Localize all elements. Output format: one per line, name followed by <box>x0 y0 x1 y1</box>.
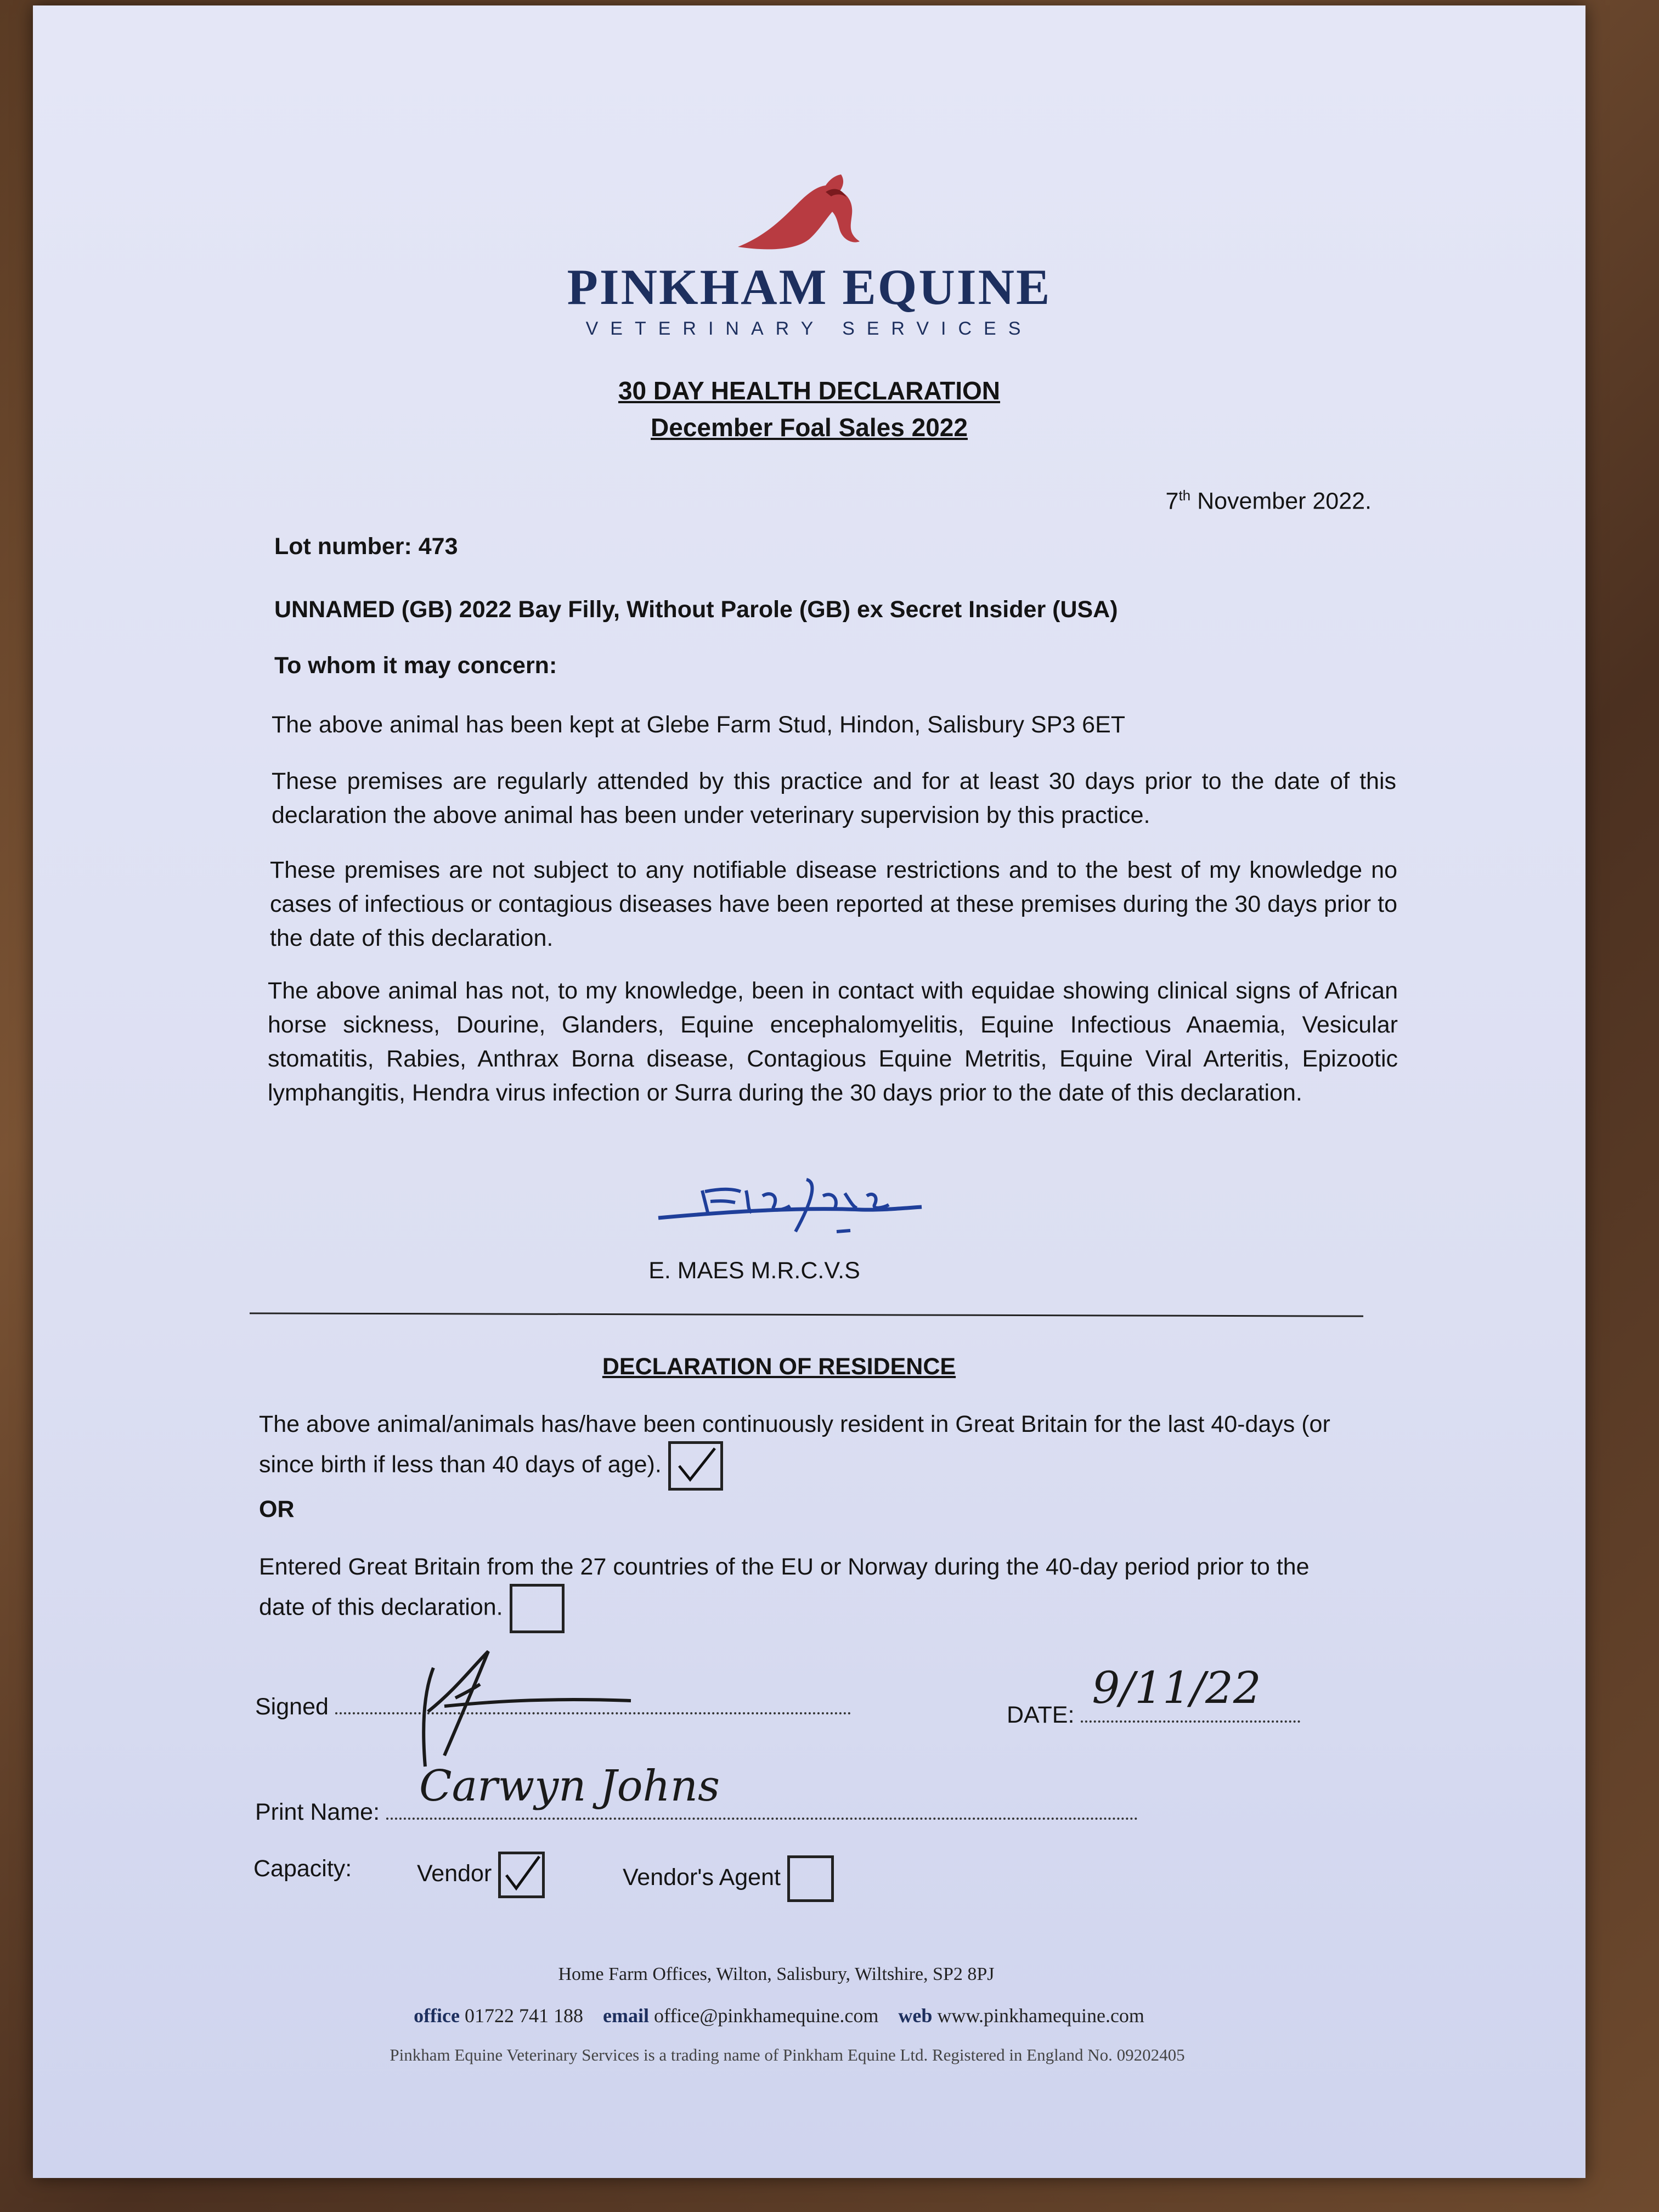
paragraph-2: These premises are regularly attended by this practice and for at least 30 days prior to the date of this declaration the above animal has been under veterinary supervision by this practice. <box>272 768 1396 828</box>
email-value[interactable]: office@pinkhamequine.com <box>653 2005 879 2027</box>
signed-label: Signed <box>255 1694 329 1720</box>
print-name-line <box>255 1762 1138 1829</box>
capacity-vendor <box>417 1852 545 1898</box>
salutation: To whom it may concern: <box>274 652 557 679</box>
footer-legal: Pinkham Equine Veterinary Services is a trading name of Pinkham Equine Ltd. Registered in England No. 09202405 <box>390 2045 1185 2064</box>
vendor-signature <box>390 1646 642 1772</box>
document-title: 30 DAY HEALTH DECLARATION <box>618 376 1001 405</box>
date-line <box>1007 1662 1300 1732</box>
email-label: email <box>603 2005 649 2027</box>
lot-number: Lot number: 473 <box>274 533 458 560</box>
vendor-checkbox[interactable] <box>498 1852 545 1898</box>
section-divider <box>250 1312 1363 1317</box>
document-date <box>1166 478 1372 518</box>
vet-name: E. MAES M.R.C.V.S <box>648 1257 860 1284</box>
document-page <box>33 5 1585 2178</box>
office-label: office <box>414 2005 460 2027</box>
paragraph-3: These premises are not subject to any notifiable disease restrictions and to the best of my knowledge no cases of infectious or contagious diseases have been reported at these premises during the 30 days prior to the date of this declaration. <box>270 857 1397 951</box>
date-rest: November 2022. <box>1190 488 1372 515</box>
vet-signature <box>653 1158 927 1240</box>
office-value: 01722 741 188 <box>465 2005 583 2027</box>
footer-contact <box>3 2004 1555 2027</box>
vendor-label: Vendor <box>417 1860 492 1887</box>
logo <box>33 170 1585 340</box>
residence-option-2-checkbox[interactable] <box>510 1584 565 1633</box>
web-label: web <box>898 2005 933 2027</box>
residence-heading: DECLARATION OF RESIDENCE <box>602 1353 956 1380</box>
capacity-label: Capacity: <box>253 1855 352 1882</box>
paragraph-4: The above animal has not, to my knowledge, been in contact with equidae showing clinical signs of African horse sickness, Dourine, Glanders, Equine encephalomyelitis, Equine Infectious Anaemia, Vesicular stomatitis, Rabies, Anthrax Borna disease, Contagious Equine Metritis, Equine Viral Arteritis, Epizootic lymphangitis, Hendra virus infection or Surra during the 30 days prior to the date of this declaration. <box>268 978 1398 1106</box>
brand-subtitle: VETERINARY SERVICES <box>585 318 1033 339</box>
print-name-label: Print Name: <box>255 1799 380 1825</box>
residence-option-1-text: The above animal/animals has/have been continuously resident in Great Britain for the last 40-days (or since birth if less than 40 days of age). <box>259 1411 1330 1478</box>
checkmark-icon <box>671 1444 720 1488</box>
capacity-agent <box>623 1855 834 1902</box>
date-suffix: th <box>1178 487 1191 504</box>
print-name-handwritten: Carwyn Johns <box>419 1762 720 1811</box>
horse-logo-icon <box>716 170 902 263</box>
date-handwritten: 9/11/22 <box>1092 1662 1261 1713</box>
date-label: DATE: <box>1007 1702 1075 1728</box>
date-day: 7 <box>1165 488 1179 515</box>
document-subtitle: December Foal Sales 2022 <box>651 413 968 442</box>
residence-option-1 <box>259 1407 1356 1491</box>
date-field[interactable] <box>1081 1662 1300 1723</box>
web-value[interactable]: www.pinkhamequine.com <box>937 2005 1144 2027</box>
animal-description: UNNAMED (GB) 2022 Bay Filly, Without Parole (GB) ex Secret Insider (USA) <box>274 596 1118 623</box>
checkmark-icon <box>501 1854 542 1895</box>
agent-label: Vendor's Agent <box>623 1864 781 1891</box>
paragraph-1: The above animal has been kept at Glebe Farm Stud, Hindon, Salisbury SP3 6ET <box>272 712 1126 738</box>
residence-option-2-text: Entered Great Britain from the 27 countries of the EU or Norway during the 40-day period prior to the date of this declaration. <box>259 1554 1310 1621</box>
agent-checkbox[interactable] <box>787 1855 834 1902</box>
residence-option-2 <box>259 1550 1356 1633</box>
or-label: OR <box>259 1496 295 1522</box>
brand-name: PINKHAM EQUINE <box>567 259 1052 315</box>
residence-option-1-checkbox[interactable] <box>668 1441 723 1491</box>
print-name-field[interactable] <box>386 1762 1138 1820</box>
footer-address: Home Farm Offices, Wilton, Salisbury, Wiltshire, SP2 8PJ <box>558 1964 995 1984</box>
